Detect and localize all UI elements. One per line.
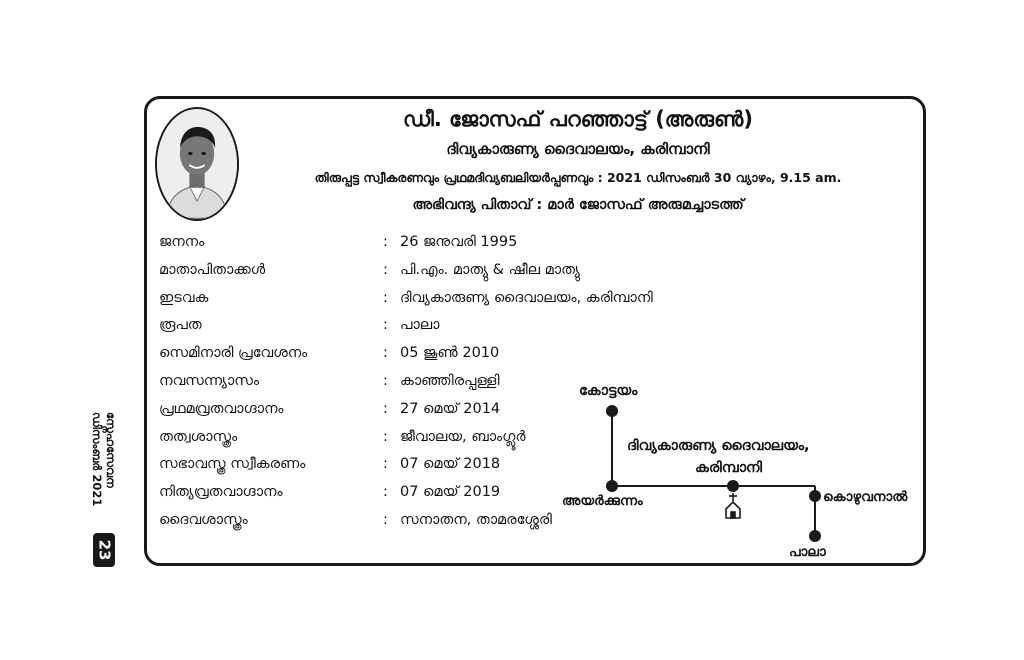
- detail-label: സെമിനാരി പ്രവേശനം: [159, 345, 308, 362]
- page-number: 23: [95, 539, 113, 561]
- ordination-details: തിരുപ്പട്ട സ്വീകരണവും പ്രഥമദിവ്യബലിയർപ്പണവും : 2021 ഡിസംബർ 30 വ്യാഴം, 9.15 am.: [314, 170, 842, 185]
- kottayam-marker: [606, 405, 618, 417]
- church-label-line2: കരിമ്പാനി: [695, 460, 763, 476]
- page-number-tab: [93, 533, 115, 567]
- detail-value: കാഞ്ഞിരപ്പള്ളി: [400, 372, 500, 389]
- detail-label: സഭാവസ്ത്ര സ്വീകരണം: [159, 456, 306, 473]
- church-icon: [726, 493, 740, 518]
- detail-value: പി.എം. മാത്യു & ഷീല മാത്യു: [400, 261, 580, 278]
- detail-colon: :: [383, 317, 388, 334]
- detail-label: ജനനം: [159, 234, 205, 250]
- magazine-name: സ്നേഹസേവന: [104, 412, 118, 488]
- route-map: [557, 369, 929, 564]
- kozhuvanal-label: കൊഴുവനാൽ: [823, 489, 908, 505]
- detail-label: തത്വശാസ്ത്രം: [159, 428, 238, 445]
- route-map-svg: [557, 369, 929, 564]
- profile-card: [144, 96, 926, 566]
- detail-colon: :: [383, 289, 388, 306]
- detail-colon: :: [383, 345, 388, 362]
- magazine-issue: ഡിസംബർ 2021: [90, 412, 104, 507]
- detail-label: നവസന്ന്യാസം: [159, 372, 259, 389]
- detail-colon: :: [383, 484, 388, 501]
- detail-colon: :: [383, 428, 388, 445]
- detail-value: 26 ജനുവരി 1995: [400, 234, 518, 250]
- portrait-photo: [155, 107, 239, 221]
- portrait-image: [157, 109, 237, 219]
- detail-label: മാതാപിതാക്കൾ: [159, 261, 266, 278]
- kottayam-label: കോട്ടയം: [579, 383, 638, 399]
- kozhuvanal-marker: [809, 490, 821, 502]
- detail-colon: :: [383, 234, 388, 250]
- church-marker: [727, 480, 739, 492]
- detail-label: പ്രഥമവ്രതവാഗ്ദാനം: [159, 400, 284, 417]
- detail-value: ജീവാലയ, ബാംഗ്ലൂർ: [400, 428, 526, 445]
- detail-value: 05 ജൂൺ 2010: [400, 345, 500, 362]
- detail-colon: :: [383, 372, 388, 389]
- pala-marker: [809, 530, 821, 542]
- detail-label: ഇടവക: [159, 289, 209, 306]
- detail-colon: :: [383, 511, 388, 528]
- detail-value: സനാതന, താമരശ്ശേരി: [400, 511, 552, 528]
- detail-label: രൂപത: [159, 317, 202, 334]
- detail-label: നിത്യവ്രതവാഗ്ദാനം: [159, 484, 283, 501]
- detail-value: 27 മെയ് 2014: [400, 400, 501, 417]
- ayarkunnam-marker: [606, 480, 618, 492]
- detail-value: 07 മെയ് 2018: [400, 456, 501, 473]
- detail-value: പാലാ: [400, 317, 440, 334]
- detail-value: ദിവ്യകാരുണ്യ ദൈവാലയം, കരിമ്പാനി: [400, 289, 653, 306]
- detail-colon: :: [383, 456, 388, 473]
- bishop-name: അഭിവന്ദ്യ പിതാവ് : മാർ ജോസഫ് അരുമച്ചാടത്ത്: [412, 197, 744, 213]
- detail-colon: :: [383, 261, 388, 278]
- detail-colon: :: [383, 400, 388, 417]
- detail-label: ദൈവശാസ്ത്രം: [159, 511, 248, 528]
- church-label-line1: ദിവ്യകാരുണ്യ ദൈവാലയം,: [627, 438, 810, 454]
- pala-label: പാലാ: [789, 544, 826, 560]
- parish-name: ദിവ്യകാരുണ്യ ദൈവാലയം, കരിമ്പാനി: [446, 140, 710, 158]
- detail-value: 07 മെയ് 2019: [400, 484, 501, 501]
- ayarkunnam-label: അയർക്കുന്നം: [562, 493, 643, 509]
- person-name: ഡീ. ജോസഫ് പറഞ്ഞാട്ട് (അരുൺ): [403, 107, 753, 131]
